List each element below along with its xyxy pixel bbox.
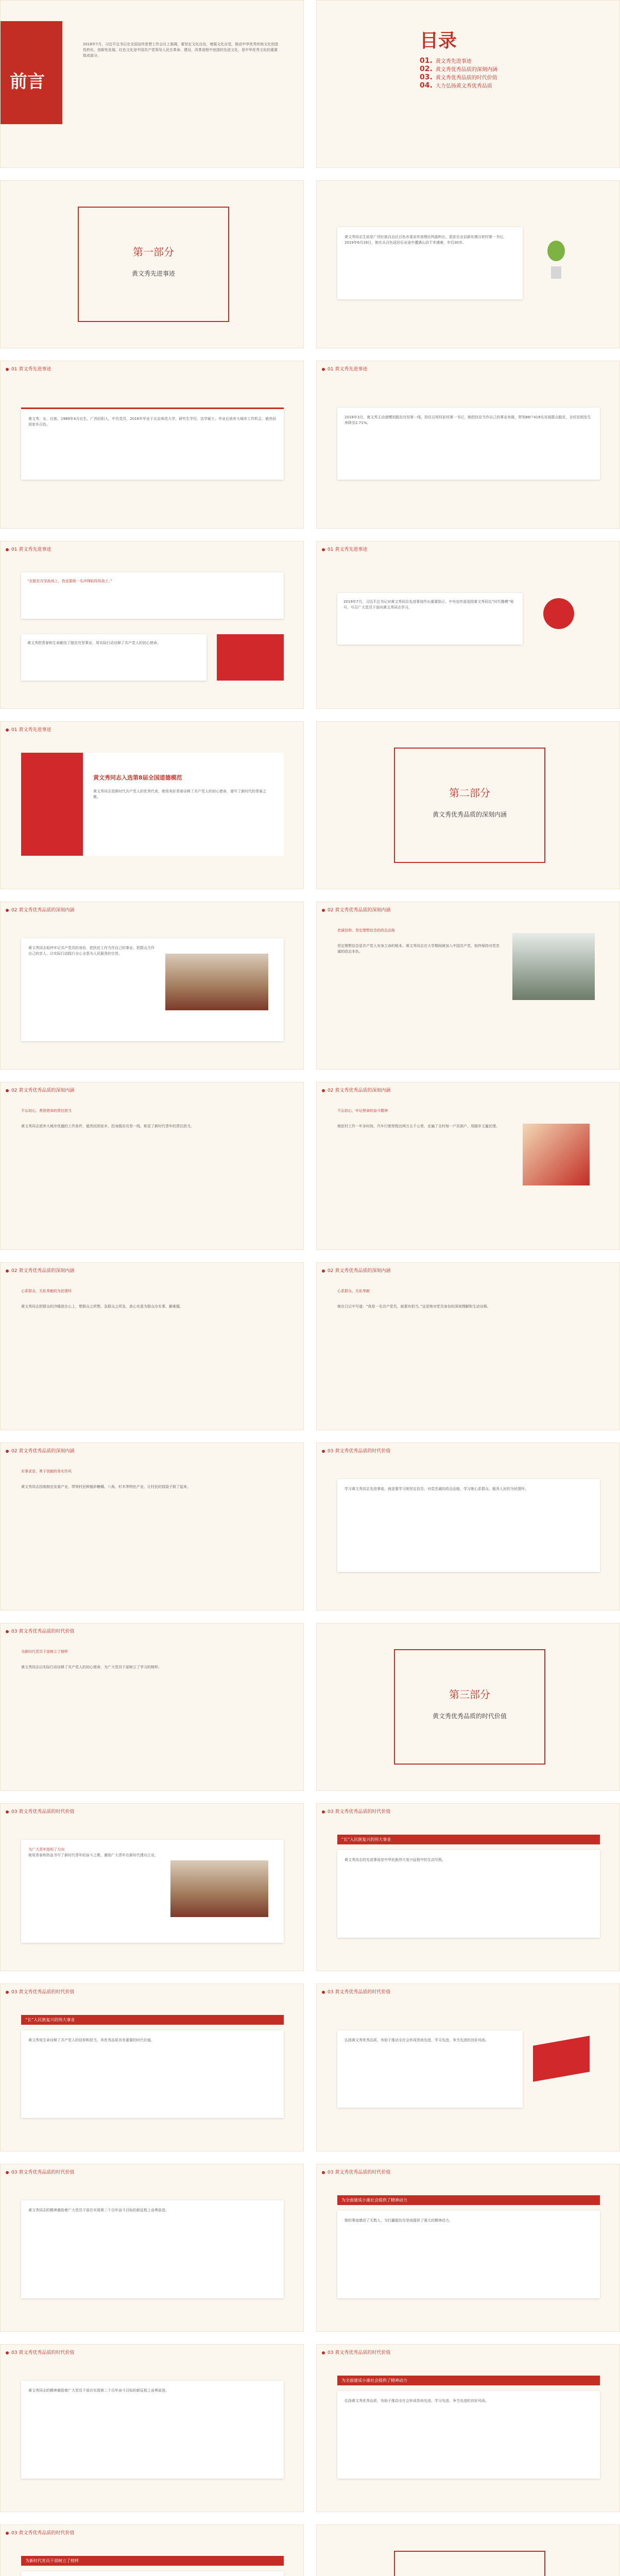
tiananmen-photo xyxy=(170,1860,268,1917)
section-1-part: 第一部分 xyxy=(133,246,174,258)
content-text: 黄文秀，女，壮族，1989年4月出生，广西田阳人，中共党员，2016年毕业于北京师范大学，研究生学历，法学硕士。毕业后放弃大城市工作机会，毅然回到家乡百色。 xyxy=(28,417,277,427)
section-1-title: 黄文秀先进事迹 xyxy=(131,270,175,277)
award-title: 黄文秀同志入选第8届全国道德模范 xyxy=(93,774,182,781)
slide-header: 02 黄文秀优秀品质的深刻内涵 xyxy=(322,1267,390,1274)
flag-icon xyxy=(533,2036,590,2081)
content-text: 她的事迹感动了无数人，为打赢脱贫攻坚战提供了强大的精神动力。 xyxy=(345,2218,453,2223)
award-panel xyxy=(21,753,284,856)
section-bar: “长”入民族复兴的伟大事业 xyxy=(337,1835,600,1844)
content-card xyxy=(21,938,284,1041)
toc-list xyxy=(420,57,497,90)
slide-header: 03 黄文秀优秀品质的时代价值 xyxy=(322,2168,390,2175)
content-text: 黄文秀同志放弃大城市优越的工作条件，毅然回到家乡，投身脱贫攻坚一线，彰显了新时代青年的责任担当。 xyxy=(21,1124,194,1128)
slide-preface xyxy=(0,0,304,168)
section-bar: 为全面建成小康社会提供了精神动力 xyxy=(337,2376,600,2385)
slide-header: 02 黄文秀优秀品质的深刻内涵 xyxy=(6,1087,74,1093)
slide-header: 02 黄文秀优秀品质的深刻内涵 xyxy=(6,906,74,913)
slide-s2-b xyxy=(316,902,620,1070)
slide-header: 03 黄文秀优秀品质的时代价值 xyxy=(322,1808,390,1815)
content-card xyxy=(21,2571,284,2576)
flag-icon xyxy=(543,598,574,629)
slide-s3-c xyxy=(0,1803,304,1971)
slide-header: 02 黄文秀优秀品质的深刻内涵 xyxy=(6,1267,74,1274)
slide-s3-f xyxy=(316,1984,620,2151)
section-label: 实事求是，勇于创新的务实作风 xyxy=(21,1469,72,1473)
content-text: 弘扬黄文秀优秀品质，有助于推动全社会形成崇尚先进、学习先进、争当先进的良好风尚。 xyxy=(345,2399,489,2403)
slide-s2-e xyxy=(0,1262,304,1430)
slide-section-4 xyxy=(316,2524,620,2576)
slide-header: 01 黄文秀先进事迹 xyxy=(322,546,367,552)
slide-section-2 xyxy=(316,721,620,889)
slide-header: 03 黄文秀优秀品质的时代价值 xyxy=(322,2349,390,2355)
slide-s2-d xyxy=(316,1082,620,1250)
content-text: 黄文秀把青春和生命献给了脱贫攻坚事业，用实际行动诠释了共产党人的初心使命。 xyxy=(27,641,161,645)
toc-item-2[interactable]: 02. 黄文秀优秀品质的深刻内涵 xyxy=(420,65,497,73)
content-text: 黄文秀同志因地制宜发展产业，带领村民种植砂糖橘、八角、杉木等特色产业，让村民的钱袋子鼓了起来。 xyxy=(21,1485,191,1489)
content-card xyxy=(337,2030,523,2108)
slide-header: 03 黄文秀优秀品质的时代价值 xyxy=(6,1808,74,1815)
slide-header: 01 黄文秀先进事迹 xyxy=(6,546,51,552)
slide-s3-i xyxy=(0,2344,304,2512)
content-text: 黄文秀同志的精神激励着广大党员干部在实现第二个百年奋斗目标的新征程上奋勇前进。 xyxy=(28,2388,169,2393)
toc-title: 目录 xyxy=(420,30,457,52)
slide-header: 01 黄文秀先进事迹 xyxy=(6,726,51,733)
section-2-box xyxy=(394,748,545,863)
section-bar: 为新时代党员干部树立了榜样 xyxy=(21,2556,284,2566)
slide-s3-h xyxy=(316,2164,620,2332)
content-card xyxy=(21,2200,284,2298)
quote-text: “在脱贫攻坚战场上，我也要做一名冲锋陷阵的战士。” xyxy=(27,579,112,583)
content-text: 黄文秀同志的先进事迹是中华民族伟大复兴征程中的生动写照。 xyxy=(345,1858,445,1862)
slide-header: 03 黄文秀优秀品质的时代价值 xyxy=(6,1628,74,1634)
slide-header: 02 黄文秀优秀品质的深刻内涵 xyxy=(322,1087,390,1093)
section-bar: 为全面建成小康社会提供了精神动力 xyxy=(337,2195,600,2205)
red-banner xyxy=(217,634,284,681)
pine-photo xyxy=(512,933,595,1000)
tiananmen-photo xyxy=(165,954,268,1010)
content-card xyxy=(337,408,600,480)
content-text: 她驻村工作一年多时间，汽车行驶里程达两万五千公里，走遍了全村每一户贫困户，用脚步丈量民情。 xyxy=(337,1124,500,1128)
slide-sec1-intro xyxy=(316,180,620,348)
statue-photo xyxy=(523,1124,590,1185)
slide-header: 02 黄文秀优秀品质的深刻内涵 xyxy=(6,1447,74,1454)
intro-text: 黄文秀同志生前是广西壮族自治区百色市委宣传部理论科副科长、派驻乐业县新化镇百坭村第一书记。2019年6月16日，她在从百色返回乐业途中遭遇山洪不幸遇难，年仅30岁。 xyxy=(345,235,507,245)
content-text: 2019年7月，习近平总书记对黄文秀同志先进事迹作出重要指示。中央宣传部追授黄文秀同志“时代楷模”称号，号召广大党员干部向黄文秀同志学习。 xyxy=(343,600,514,609)
slide-header: 03 黄文秀优秀品质的时代价值 xyxy=(322,1447,390,1454)
slide-s3-j xyxy=(316,2344,620,2512)
slide-s2-h xyxy=(0,1623,304,1791)
quote-card xyxy=(21,572,284,619)
section-label: 不忘初心，牢记使命的奋斗精神 xyxy=(337,1109,388,1113)
section-4-box xyxy=(394,2551,545,2576)
slide-header: 03 黄文秀优秀品质的时代价值 xyxy=(6,2349,74,2355)
slide-header: 03 黄文秀优秀品质的时代价值 xyxy=(6,1988,74,1995)
content-text: 她用青春和热血书写了新时代青年的奋斗之歌，激励广大青年在新时代建功立业。 xyxy=(28,1853,158,1857)
toc-item-4[interactable]: 04. 大力弘扬黄文秀优秀品质 xyxy=(420,81,492,90)
slide-s3-e xyxy=(0,1984,304,2151)
content-text: 黄文秀同志以实际行动诠释了共产党人的初心使命，为广大党员干部树立了学习的榜样。 xyxy=(21,1665,162,1669)
award-text: 黄文秀同志是新时代共产党人的优秀代表，她用美好青春诠释了共产党人的初心使命，谱写了新时代的青春之歌。 xyxy=(93,789,266,799)
content-card xyxy=(21,408,284,480)
preface-title: 前言 xyxy=(10,72,45,92)
section-label: 不忘初心，勇担使命的责任担当 xyxy=(21,1109,72,1113)
slide-section-3 xyxy=(316,1623,620,1791)
slide-s3-g xyxy=(0,2164,304,2332)
slide-s-e xyxy=(0,721,304,889)
section-2-part: 第二部分 xyxy=(449,787,490,799)
slide-header: 01 黄文秀先进事迹 xyxy=(6,365,51,372)
slide-header: 01 黄文秀先进事迹 xyxy=(322,365,367,372)
toc-item-3[interactable]: 03. 黄文秀优秀品质的时代价值 xyxy=(420,73,497,81)
slide-toc xyxy=(316,0,620,168)
section-label: 心系群众，无私奉献 xyxy=(337,1289,370,1293)
content-card xyxy=(21,1840,284,1943)
section-3-title: 黄文秀优秀品质的时代价值 xyxy=(432,1713,507,1720)
slide-s3-d xyxy=(316,1803,620,1971)
content-text: 黄文秀同志的精神激励着广大党员干部在实现第二个百年奋斗目标的新征程上奋勇前进。 xyxy=(28,2208,169,2212)
content-text: 黄文秀同志把群众的冷暖放在心上，想群众之所想，急群众之所急，真心实意为群众办实事、解难题。 xyxy=(21,1304,183,1309)
content-card xyxy=(337,593,523,645)
content-card xyxy=(21,634,206,681)
slide-section-1 xyxy=(0,180,304,348)
slide-s2-c xyxy=(0,1082,304,1250)
content-text: 她在日记中写道：“我是一名共产党员，就要有担当。”这是她对党员身份的深刻理解和生动诠释。 xyxy=(337,1304,491,1309)
slide-header: 03 黄文秀优秀品质的时代价值 xyxy=(322,1988,390,1995)
slide-header: 02 黄文秀优秀品质的深刻内涵 xyxy=(322,906,390,913)
toc-item-1[interactable]: 01. 黄文秀先进事迹 xyxy=(420,57,472,65)
slide-s-b xyxy=(316,361,620,529)
section-1-box xyxy=(78,207,229,322)
slide-s-d xyxy=(316,541,620,709)
intro-card xyxy=(337,227,523,299)
section-label: 心系群众，无私奉献的为民情怀 xyxy=(21,1289,72,1293)
slide-s3-k xyxy=(0,2524,304,2576)
plant-icon xyxy=(543,238,569,279)
section-bar: “长”入民族复兴的伟大事业 xyxy=(21,2015,284,2025)
content-text: 弘扬黄文秀优秀品质，有助于推动全社会形成崇尚先进、学习先进、争当先进的良好风尚。 xyxy=(345,2038,489,2042)
content-text: 黄文秀同志始终牢记共产党员的身份，把扶贫工作当作自己的事业，把群众当作自己的亲人，以实际行动践行全心全意为人民服务的宗旨。 xyxy=(28,946,154,956)
slide-header: 03 黄文秀优秀品质的时代价值 xyxy=(6,2529,74,2536)
slide-s2-a xyxy=(0,902,304,1070)
content-card xyxy=(337,1479,600,1572)
content-text: 学习黄文秀同志先进事迹，就是要学习她坚定信念、对党忠诚的政治品格，学习她心系群众、服务人民的为民情怀。 xyxy=(345,1487,528,1491)
slide-s-a xyxy=(0,361,304,529)
slide-s2-g xyxy=(0,1443,304,1611)
content-text: 黄文秀用生命诠释了共产党人的信仰和担当，其优秀品质具有重要的时代价值。 xyxy=(28,2038,154,2042)
slide-s2-f xyxy=(316,1262,620,1430)
section-label: 忠诚信仰、坚定理想信念的政治品格 xyxy=(337,928,395,933)
slide-header: 03 黄文秀优秀品质的时代价值 xyxy=(6,2168,74,2175)
section-2-title: 黄文秀优秀品质的深刻内涵 xyxy=(432,811,507,818)
content-card xyxy=(21,2381,284,2479)
preface-text: 2018年7月，习近平总书记在全国宣传思想工作会议上强调，要坚定文化自信，增强文化自觉，推动中华优秀传统文化创造性转化、创新性发展。红色文化是中国共产党领导人民在革命、建设、改革进程中创造的先进文化，是中华优秀文化的重要组成部分。 xyxy=(83,42,279,58)
content-card xyxy=(337,1850,600,1938)
slide-s3-intro xyxy=(316,1443,620,1611)
content-card xyxy=(337,2391,600,2479)
slide-s-c xyxy=(0,541,304,709)
section-3-part: 第三部分 xyxy=(449,1688,490,1701)
section-label: 为新时代党员干部树立了榜样 xyxy=(21,1650,68,1654)
content-card xyxy=(337,2211,600,2298)
content-card xyxy=(21,2030,284,2118)
section-3-box xyxy=(394,1649,545,1765)
content-text: 2018年3月，黄文秀主动请缨到脱贫攻坚第一线，担任百坭村驻村第一书记，她把扶贫当作自己的事业来做，带领88户418名贫困群众脱贫，全村贫困发生率降至2.71%。 xyxy=(345,415,591,425)
content-text: 坚定理想信念是共产党人安身立命的根本。黄文秀同志在大学期间就加入中国共产党，始终保持对党忠诚的政治本色。 xyxy=(337,944,500,954)
section-label: 为广大青年指明了方向 xyxy=(28,1848,64,1852)
